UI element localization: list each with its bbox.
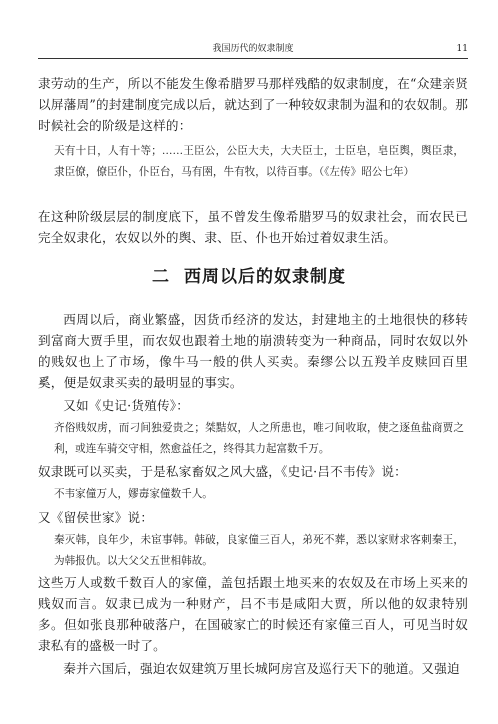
paragraph-8: 秦并六国后，强迫农奴建筑万里长城阿房宫及巡行天下的驰道。又强迫: [63, 661, 460, 676]
paragraph-3: 西周以后，商业繁盛，因货币经济的发达，封建地主的土地很快的移转到富商大贾手里，而农奴也跟着土地的崩溃转变为一种商品，同时农奴以外的贱奴也上了市场，像牛马一般的供人买卖。秦缪公以五羖羊皮赎回百里奚，便是奴隶买卖的最明显的事实。: [38, 312, 468, 390]
running-head-title: 我国历代的奴隶制度: [212, 44, 294, 54]
quotation-huozhi: 齐俗贱奴虏，而刁间独爱贵之；桀黠奴，人之所患也，唯刁间收取，使之逐鱼盐商贾之利，或连车骑交守相，然愈益任之，终得其力起富数千万。: [54, 422, 464, 455]
paragraph-5: 奴隶既可以买卖，于是私家畜奴之风大盛，《史记·吕不韦传》说：: [38, 464, 407, 479]
paragraph-4: 又如《史记·货殖传》：: [63, 398, 190, 413]
section-title: 西周以后的奴隶制度: [184, 267, 346, 287]
section-number: 二: [152, 267, 170, 287]
quotation-liuhou: 秦灭韩，良年少，未宦事韩。韩破，良家僮三百人，弟死不葬，悉以家财求客刺秦王，为韩报仇。以大父父五世相韩故。: [54, 534, 464, 567]
section-heading: [0, 265, 498, 289]
quotation-lubuwei: 不韦家僮万人，嫪毐家僮数千人。: [54, 488, 213, 500]
page-number: 11: [456, 44, 468, 54]
running-header: [38, 42, 468, 56]
quotation-zuozhuan: 天有十日，人有十等；……王臣公，公臣大夫，大夫臣士，士臣皂，皂臣舆，舆臣隶，隶臣僚，僚臣仆，仆臣台，马有圉，牛有牧，以待百事。（《左传》昭公七年）: [54, 145, 464, 178]
paragraph-1: 隶劳动的生产，所以不能发生像希腊罗马那样残酷的奴隶制度，在“众建亲贤以屏藩周”的封建制度完成以后，就达到了一种较奴隶制为温和的农奴制。那时候社会的阶级是这样的：: [38, 76, 468, 133]
paragraph-6: 又《留侯世家》说：: [38, 510, 154, 525]
paragraph-2: 在这种阶级层层的制度底下，虽不曾发生像希腊罗马的奴隶社会，而农民已完全奴隶化，农奴以外的舆、隶、臣、仆也开始过着奴隶生活。: [38, 209, 468, 245]
header-rule: [38, 58, 468, 59]
paragraph-7: 这些万人或数千数百人的家僮，盖包括跟土地买来的农奴及在市场上买来的贱奴而言。奴隶已成为一种财产，吕不韦是咸阳大贾，所以他的奴隶特别多。但如张良那种破落户，在国破家亡的时候还有家僮三百人，可见当时奴隶私有的盛极一时了。: [38, 575, 468, 653]
